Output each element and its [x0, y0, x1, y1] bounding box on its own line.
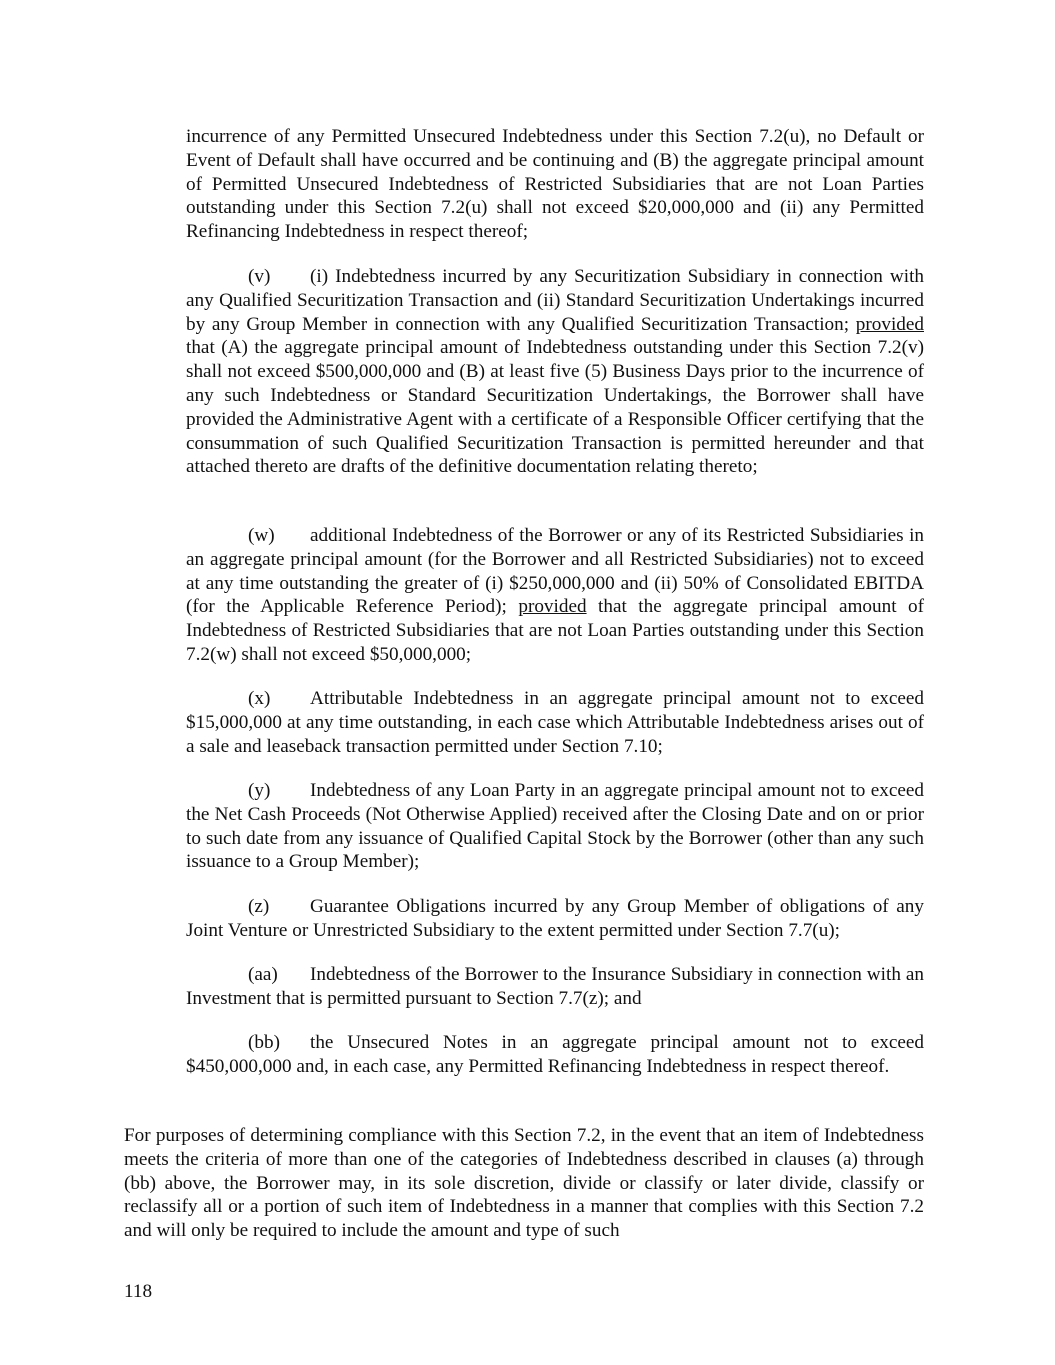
clause-z	[186, 895, 924, 943]
clause-v-text-b: that (A) the aggregate principal amount of Indebtedness outstanding under this Section 7.2(v) shall not exceed $500,000,000 and (B) at least five (5) Business Days prior to the incurrence of any such Indebtedness or Standard Securitization Undertakings, the Borrower shall have provided the Administrative Agent with a certificate of a Responsible Officer certifying that the consummation of such Qualified Securitization Transaction is permitted hereunder and that attached thereto are drafts of the definitive documentation relating thereto;	[186, 337, 924, 478]
clause-w-text-a: additional Indebtedness of the Borrower or any of its Restricted Subsidiaries in an aggregate principal amount (for the Borrower and all Restricted Subsidiaries) not to exceed at any time outstanding the greater of (i) $250,000,000 and (ii) 50% of Consolidated EBITDA (for the Applicable Reference Period);	[186, 525, 924, 618]
clause-y-text: Indebtedness of any Loan Party in an aggregate principal amount not to exceed the Net Cash Proceeds (Not Otherwise Applied) received after the Closing Date and on or prior to such date from any issuance of Qualified Capital Stock by the Borrower (other than any such issuance to a Group Member);	[186, 780, 924, 873]
clause-aa-label: (aa)	[248, 964, 278, 985]
clause-v	[186, 265, 924, 479]
clause-x	[186, 687, 924, 758]
clause-bb	[186, 1031, 924, 1079]
clause-v-provided: provided	[855, 313, 924, 335]
clause-z-label: (z)	[248, 896, 270, 917]
clause-w	[186, 524, 924, 667]
clause-w-label: (w)	[248, 525, 275, 546]
clause-z-text: Guarantee Obligations incurred by any Group Member of obligations of any Joint Venture or Unrestricted Subsidiary to the extent permitted under Section 7.7(u);	[186, 896, 924, 941]
clause-v-text-a: (i) Indebtedness incurred by any Securitization Subsidiary in connection with any Qualified Securitization Transaction and (ii) Standard Securitization Undertakings incurred by any Group Member in connection with any Qualified Securitization Transaction;	[186, 266, 924, 335]
clause-v-label: (v)	[248, 266, 271, 287]
clause-x-text: Attributable Indebtedness in an aggregate principal amount not to exceed $15,000,000 at any time outstanding, in each case which Attributable Indebtedness arises out of a sale and leaseback transaction permitted under Section 7.10;	[186, 688, 924, 757]
clause-w-text-b: that the aggregate principal amount of Indebtedness of Restricted Subsidiaries that are not Loan Parties outstanding under this Section 7.2(w) shall not exceed $50,000,000;	[186, 596, 924, 665]
clause-aa	[186, 963, 924, 1011]
clause-x-label: (x)	[248, 688, 271, 709]
clause-w-provided: provided	[518, 596, 587, 618]
clause-aa-text: Indebtedness of the Borrower to the Insurance Subsidiary in connection with an Investment that is permitted pursuant to Section 7.7(z); and	[186, 964, 924, 1009]
clause-bb-label: (bb)	[248, 1032, 280, 1053]
paragraph-u-continuation: incurrence of any Permitted Unsecured Indebtedness under this Section 7.2(u), no Default or Event of Default shall have occurred and be continuing and (B) the aggregate principal amount of Permitted Unsecured Indebtedness of Restricted Subsidiaries that are not Loan Parties outstanding under this Section 7.2(u) shall not exceed $20,000,000 and (ii) any Permitted Refinancing Indebtedness in respect thereof;	[186, 126, 924, 243]
page-number: 118	[124, 1281, 153, 1302]
clause-y-label: (y)	[248, 780, 271, 801]
closing-paragraph: For purposes of determining compliance with this Section 7.2, in the event that an item of Indebtedness meets the criteria of more than one of the categories of Indebtedness described in clauses (a) through (bb) above, the Borrower may, in its sole discretion, divide or classify or later divide, classify or reclassify all or a portion of such item of Indebtedness in a manner that complies with this Section 7.2 and will only be required to include the amount and type of such	[124, 1125, 924, 1242]
clause-bb-text: the Unsecured Notes in an aggregate principal amount not to exceed $450,000,000 and, in each case, any Permitted Refinancing Indebtedness in respect thereof.	[186, 1032, 924, 1077]
clause-y	[186, 779, 924, 874]
